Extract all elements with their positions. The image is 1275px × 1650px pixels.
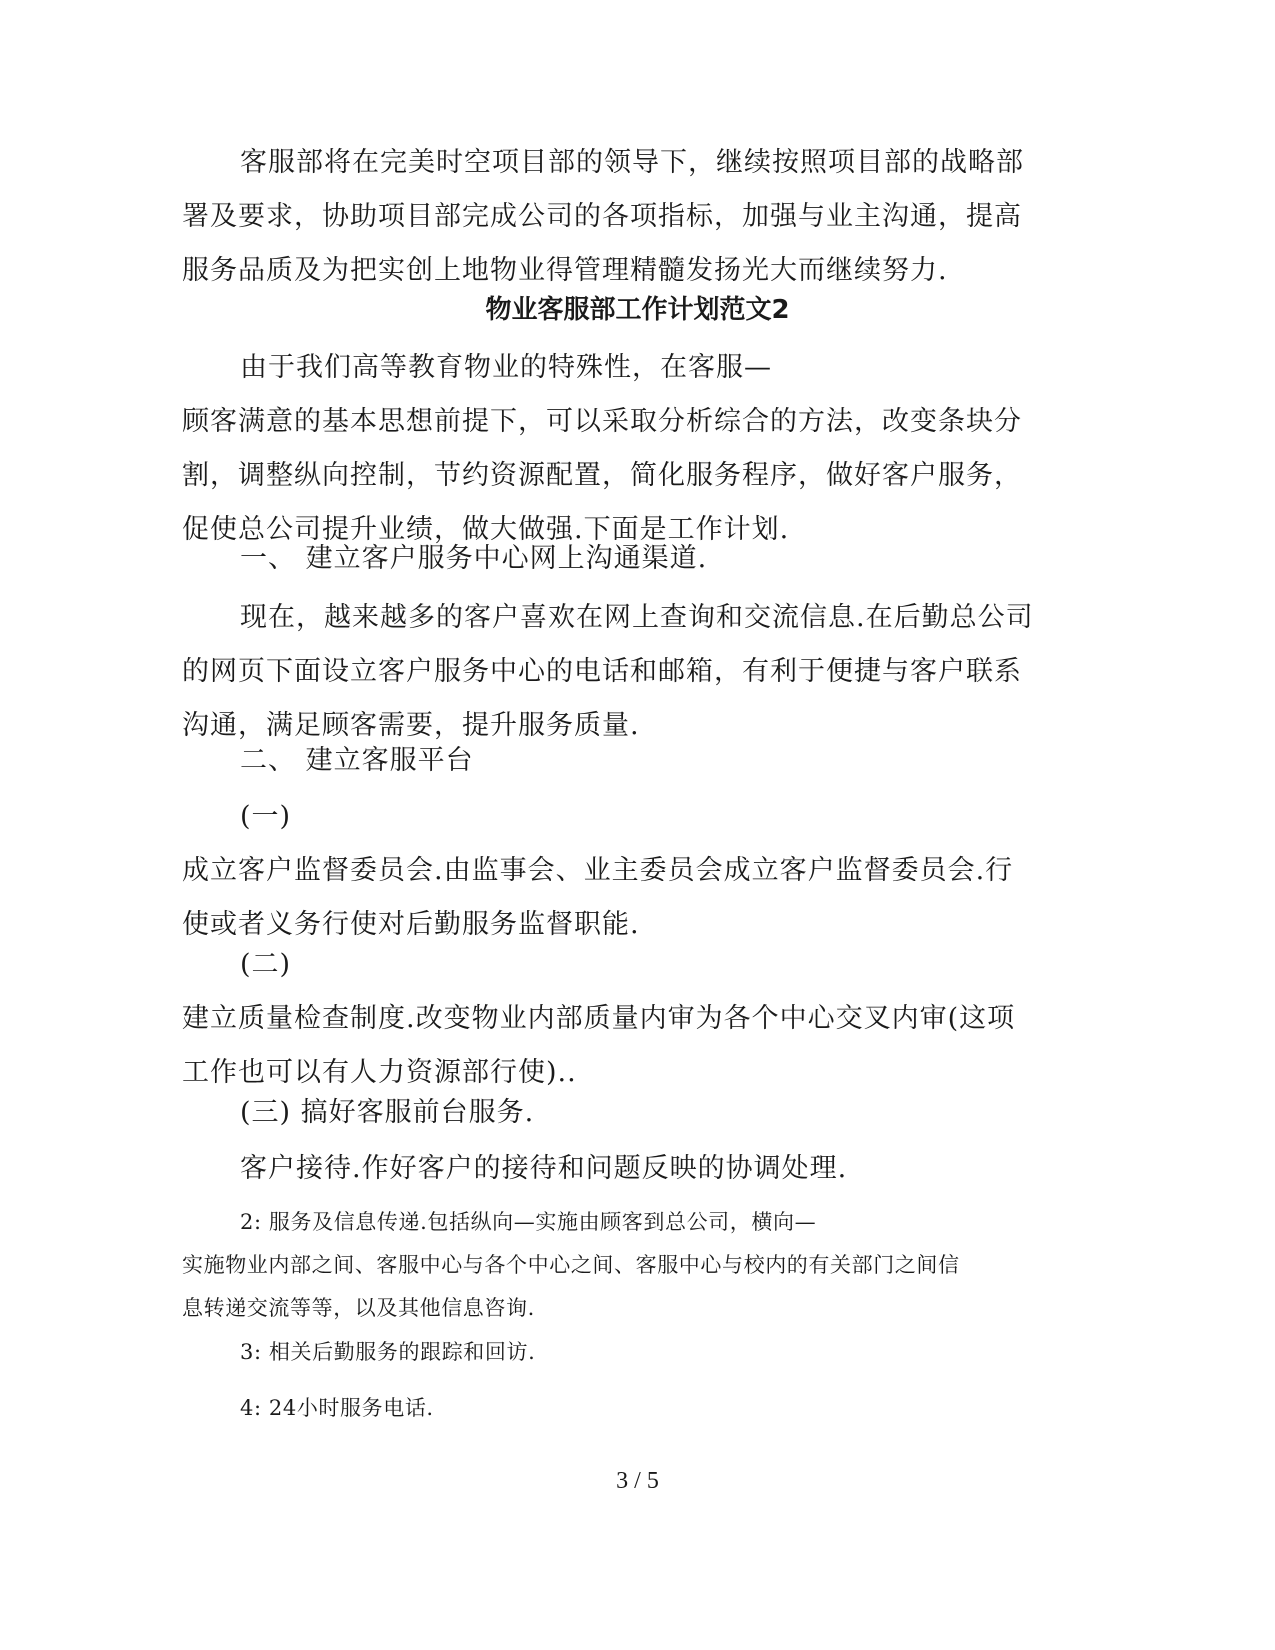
section-heading: 物业客服部工作计划范文2 bbox=[485, 295, 790, 325]
text-line: 建立质量检查制度.改变物业内部质量内审为各个中心交叉内审(这项 bbox=[182, 1003, 1016, 1034]
text-line: 客服部将在完美时空项目部的领导下，继续按照项目部的战略部 bbox=[240, 147, 1024, 178]
text-line: 现在，越来越多的客户喜欢在网上查询和交流信息.在后勤总公司 bbox=[240, 602, 1034, 633]
text-line: 使或者义务行使对后勤服务监督职能. bbox=[182, 909, 640, 940]
text-line: 促使总公司提升业绩，做大做强.下面是工作计划. bbox=[182, 514, 790, 545]
paragraph-1 bbox=[182, 341, 1042, 557]
text-line: 实施物业内部之间、客服中心与各个中心之间、客服中心与校内的有关部门之间信 bbox=[182, 1253, 960, 1277]
text-line: 成立客户监督委员会.由监事会、业主委员会成立客户监督委员会.行 bbox=[182, 855, 1014, 886]
item-3-title bbox=[182, 1086, 1042, 1140]
text-line: 署及要求，协助项目部完成公司的各项指标，加强与业主沟通，提高 bbox=[182, 201, 1022, 232]
section-1-title bbox=[182, 532, 1042, 586]
text-line: (三) 搞好客服前台服务. bbox=[240, 1097, 535, 1128]
paragraph-2 bbox=[182, 591, 1042, 753]
text-line: 一、 建立客户服务中心网上沟通渠道. bbox=[240, 543, 708, 574]
text-line: 4: 24小时服务电话. bbox=[240, 1396, 434, 1420]
reception-paragraph bbox=[182, 1142, 1042, 1196]
text-line: 沟通，满足顾客需要，提升服务质量. bbox=[182, 710, 640, 741]
text-line: 工作也可以有人力资源部行使).. bbox=[182, 1057, 577, 1088]
text-line: 3: 相关后勤服务的跟踪和回访. bbox=[240, 1340, 536, 1364]
point-4 bbox=[182, 1387, 1042, 1430]
item-1 bbox=[182, 790, 1042, 952]
text-line: 的网页下面设立客户服务中心的电话和邮箱，有利于便捷与客户联系 bbox=[182, 656, 1022, 687]
item-label: (一) bbox=[240, 801, 292, 832]
text-line: 二、 建立客服平台 bbox=[240, 745, 474, 776]
text-line: 客户接待.作好客户的接待和问题反映的协调处理. bbox=[240, 1153, 848, 1184]
point-2 bbox=[182, 1201, 1042, 1330]
text-line: 割，调整纵向控制，节约资源配置，简化服务程序，做好客户服务， bbox=[182, 460, 1022, 491]
text-line: 顾客满意的基本思想前提下，可以采取分析综合的方法，改变条块分 bbox=[182, 406, 1022, 437]
point-3 bbox=[182, 1331, 1042, 1374]
intro-paragraph bbox=[182, 136, 1042, 298]
item-2 bbox=[182, 938, 1042, 1100]
text-line: 2: 服务及信息传递.包括纵向—实施由顾客到总公司，横向— bbox=[240, 1210, 817, 1234]
text-line: 服务品质及为把实创上地物业得管理精髓发扬光大而继续努力. bbox=[182, 255, 948, 286]
item-label: (二) bbox=[240, 949, 292, 980]
text-line: 由于我们高等教育物业的特殊性，在客服— bbox=[240, 352, 772, 383]
section-2-title bbox=[182, 734, 1042, 788]
page-number: 3 / 5 bbox=[616, 1468, 659, 1494]
text-line: 息转递交流等等，以及其他信息咨询. bbox=[182, 1296, 535, 1320]
